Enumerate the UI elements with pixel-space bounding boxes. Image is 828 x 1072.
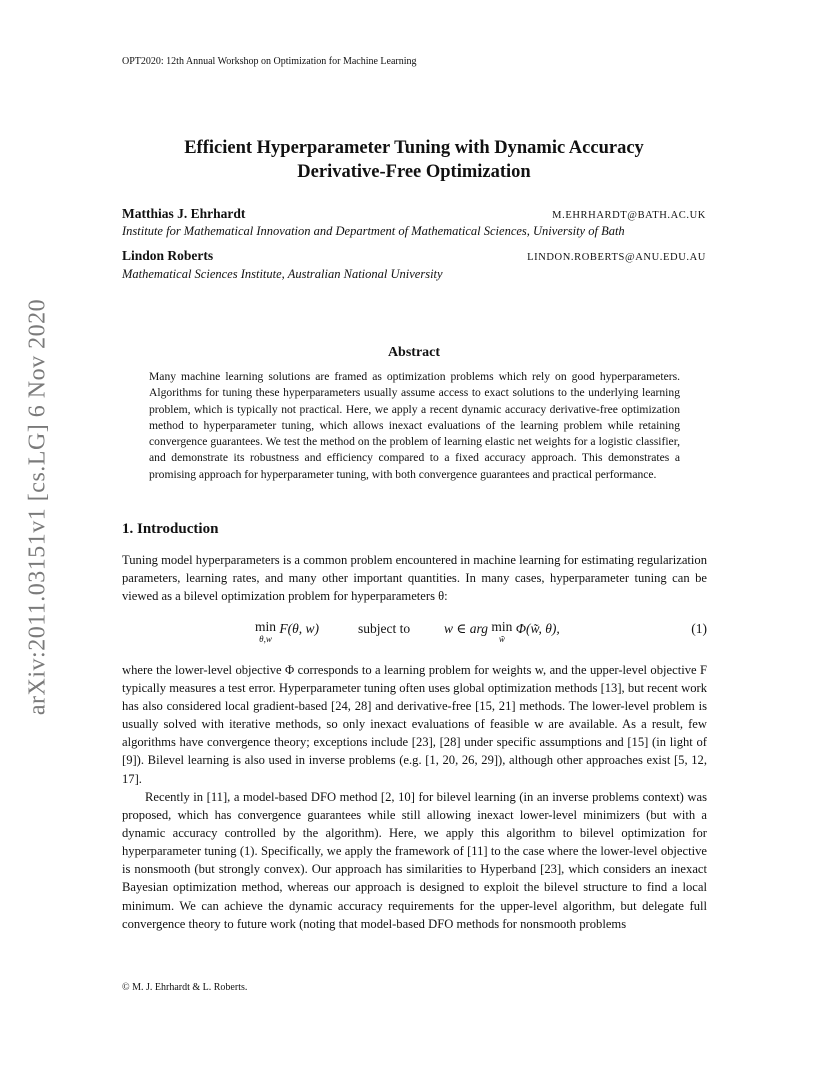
title-line-1: Efficient Hyperparameter Tuning with Dynamic Accuracy: [184, 138, 644, 158]
abstract-heading: Abstract: [387, 345, 441, 360]
intro-paragraph-3: Recently in [11], a model-based DFO method [2, 10] for bilevel learning (in an inverse problems context) was proposed, which has convergence guarantees while still allowing inexact lower-level minimizers (but with a dynamic accuracy controlled by the algorithm). Here, we apply this algorithm to bilevel optimization for hyperparameter tuning (1). Specifically, we apply the framework of [11] to the case where the lower-level objective is nonsmooth (but strongly convex). Our approach has similarities to Hyperband [23], which considers an inexact Bayesian optimization method, whereas our approach is designed to exploit the bilevel structure to find a local minimum. We can achieve the dynamic accuracy requirements for the upper-level algorithm, but delegate full convergence theory to future work (noting that model-based DFO methods for nonsmooth problems: [122, 790, 707, 931]
author-email[interactable]: LINDON.ROBERTS@ANU.EDU.AU: [527, 252, 706, 263]
author-name: Matthias J. Ehrhardt: [122, 206, 246, 221]
abstract-text: Many machine learning solutions are framed as optimization problems which rely on good hyperparameters. Algorithms for tuning these hyperparameters usually assume access to exact solutions to the underlying learning problem, which is typically not practical. Here, we apply a recent dynamic accuracy derivative-free optimization method to hyperparameter tuning, which allows inexact evaluations of the learning problem while retaining convergence guarantees. We test the method on the problem of learning elastic net weights for a logistic classifier, and demonstrate its robustness and efficiency compared to a fixed accuracy approach. This demonstrates a promising approach for hyperparameter tuning, with both convergence guarantees and practical performance.: [149, 370, 680, 481]
section-heading: 1. Introduction: [122, 521, 219, 537]
equation-rhs: w ∈ arg min w̃ Φ(w̃, θ),: [444, 619, 560, 644]
title-line-2: Derivative-Free Optimization: [297, 162, 531, 182]
author-affiliation: Institute for Mathematical Innovation and Department of Mathematical Sciences, University of Bath: [122, 224, 625, 238]
min-operator: min θ,w: [255, 619, 277, 644]
author-affiliation: Mathematical Sciences Institute, Australian National University: [122, 267, 443, 281]
author-1: [122, 206, 706, 222]
author-name: Lindon Roberts: [122, 248, 214, 263]
arxiv-stamp-text: arXiv:2011.03151v1 [cs.LG] 6 Nov 2020: [24, 298, 51, 716]
equation-1: [122, 621, 707, 651]
equation-lhs: [255, 621, 319, 645]
paper-title: [122, 136, 706, 184]
copyright-footer: © M. J. Ehrhardt & L. Roberts.: [122, 982, 248, 993]
author-email[interactable]: M.EHRHARDT@BATH.AC.UK: [552, 210, 706, 221]
equation-number: (1): [691, 621, 707, 636]
intro-paragraph-2: where the lower-level objective Φ corresponds to a learning problem for weights w, and the upper-level objective F typically measures a test error. Hyperparameter tuning often uses global optimization methods [13], but recent work has also considered local gradient-based [24, 28] and derivative-free [15, 21] methods. The lower-level problem is usually solved with iterative methods, so only inexact evaluations of feasible w are available. As a result, few algorithms have convergence theory; exceptions include [23], [28] under specific assumptions and [15] (in light of [9]). Bilevel learning is also used in inverse problems (e.g. [1, 20, 26, 29]), although other approaches exist [5, 12, 17].: [122, 663, 707, 786]
subject-to-label: subject to: [358, 621, 411, 636]
author-2: [122, 248, 706, 264]
objective-expression: F(θ, w): [279, 621, 320, 636]
venue-header: OPT2020: 12th Annual Workshop on Optimization for Machine Learning: [122, 56, 417, 67]
intro-paragraph-1: Tuning model hyperparameters is a common problem encountered in machine learning for estimating regularization parameters, learning rates, and many other important quantities. In many cases, hyperparameter tuning can be viewed as a bilevel optimization problem for hyperparameters θ:: [122, 553, 707, 604]
argmin-operator: min w̃: [491, 619, 513, 644]
